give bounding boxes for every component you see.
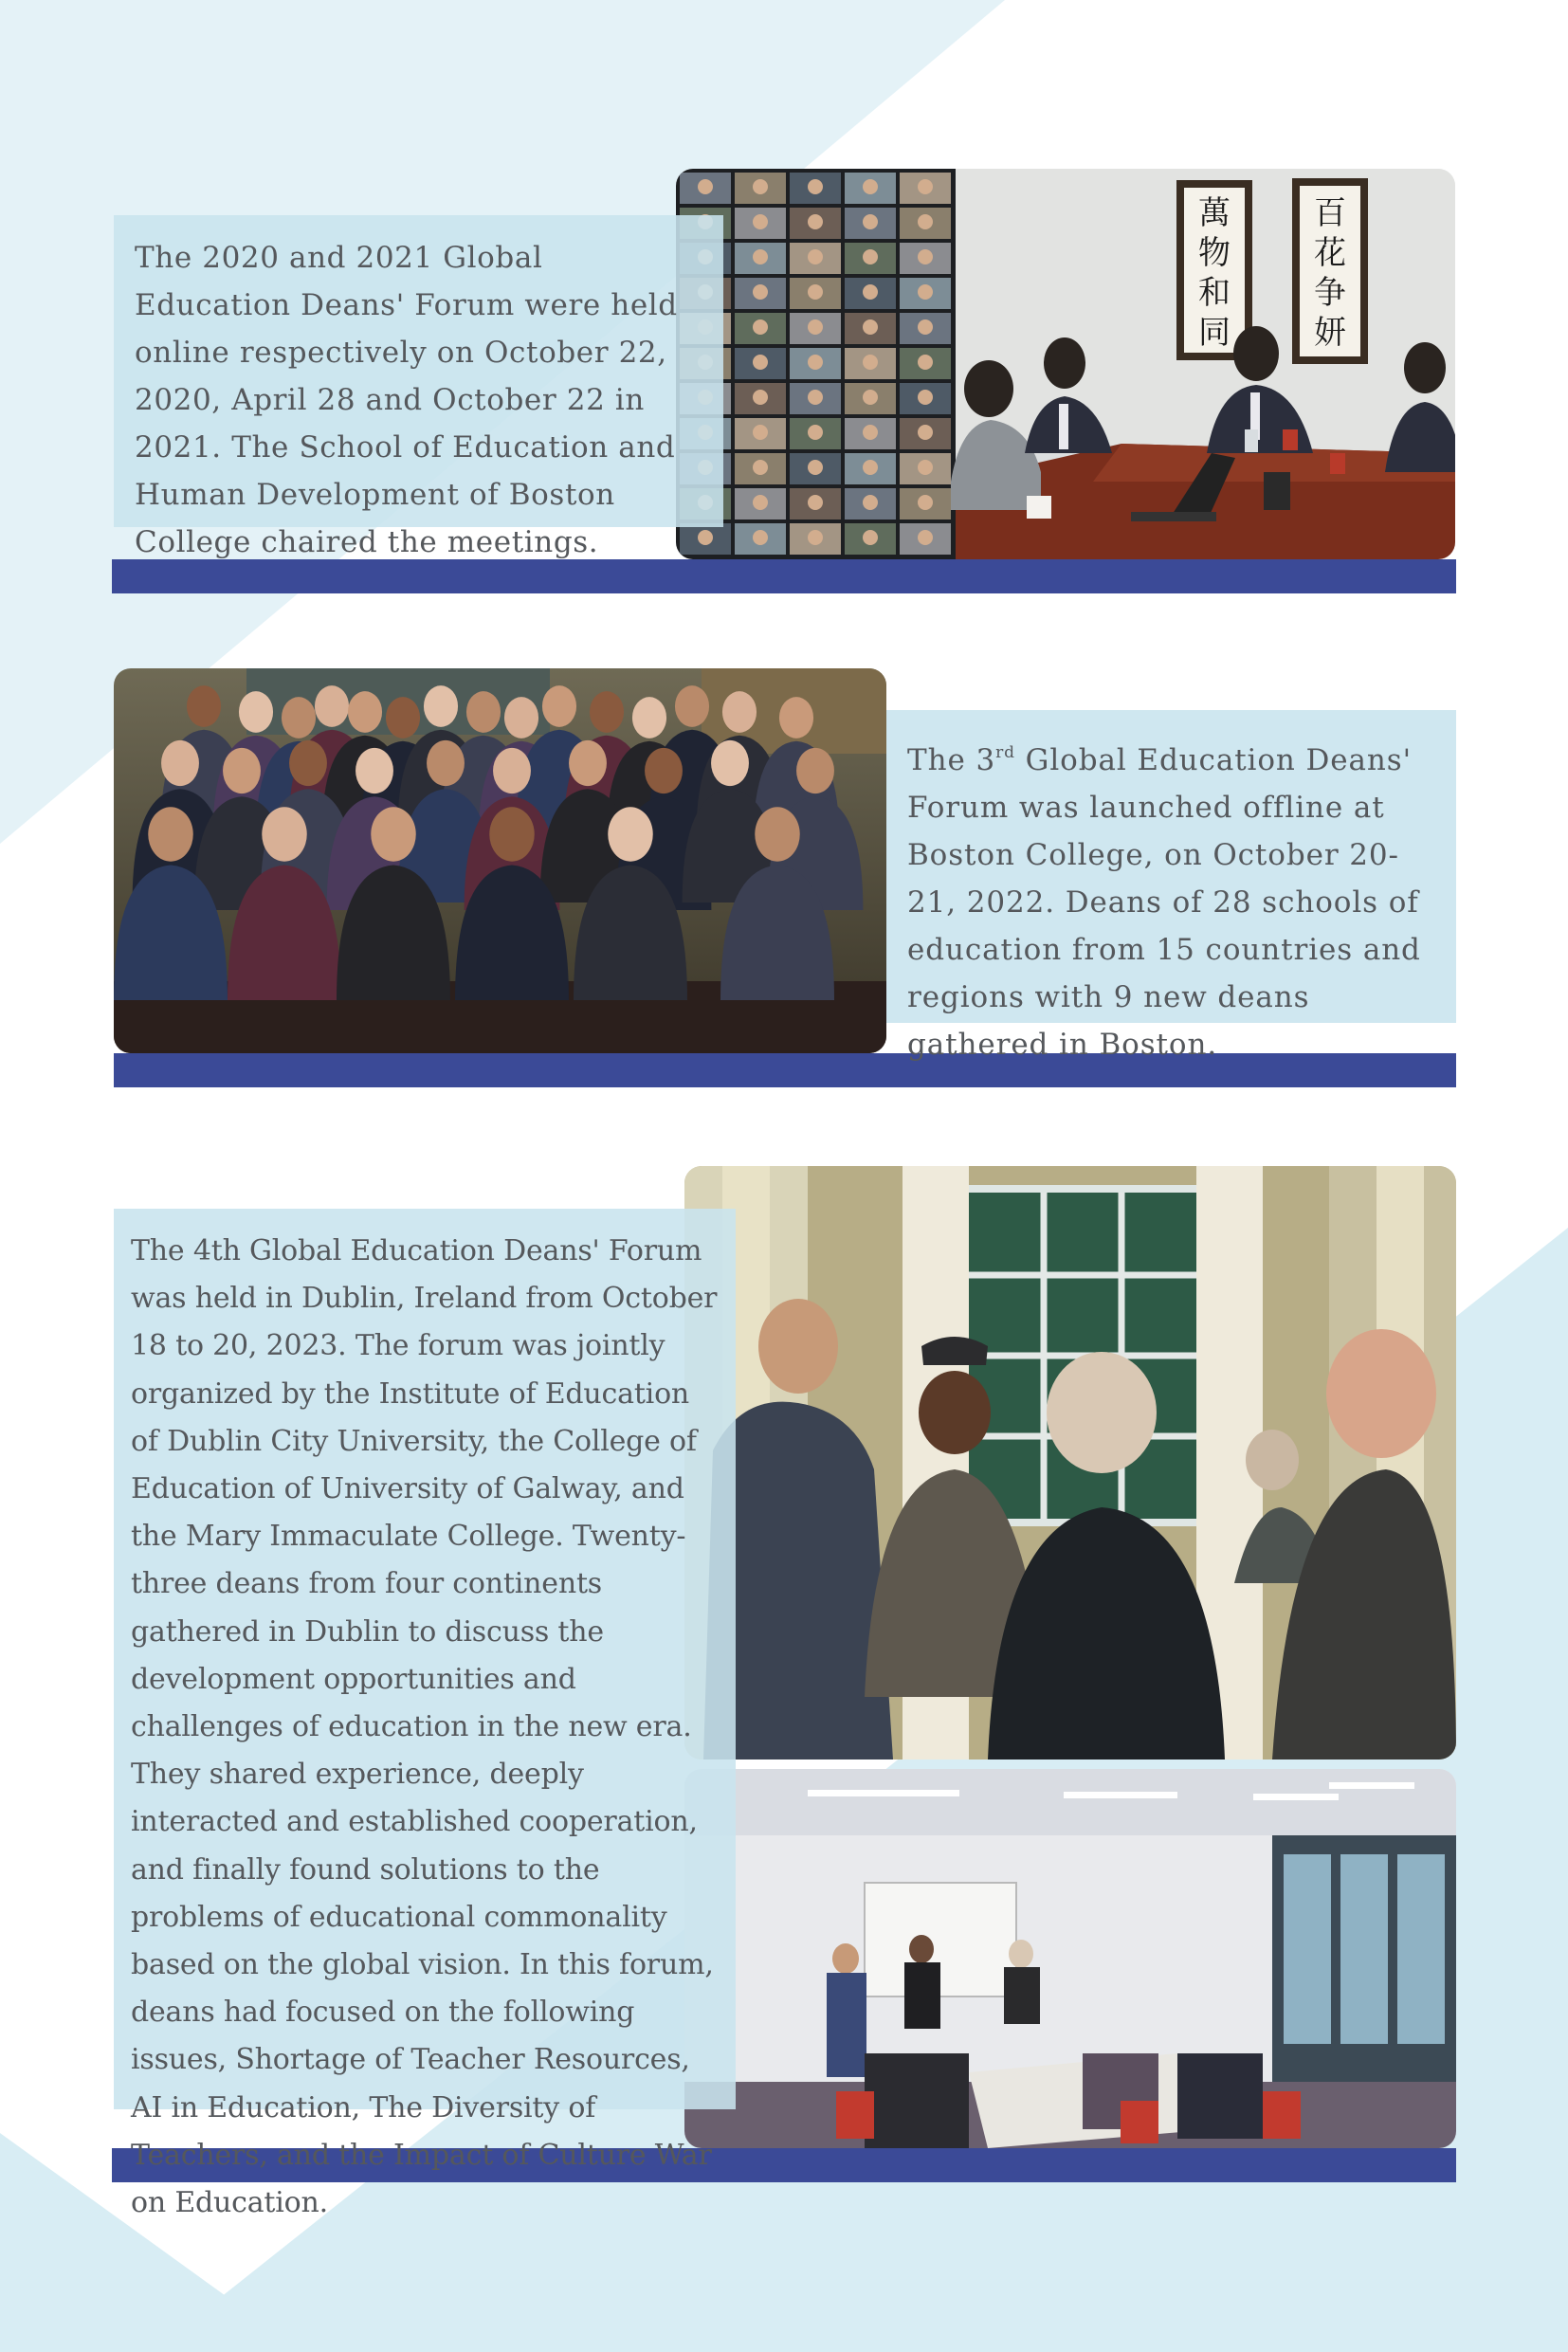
video-tile-face (753, 425, 768, 440)
video-tile-face (808, 460, 823, 475)
video-tile-face (753, 495, 768, 510)
video-tile-face (808, 390, 823, 405)
crowd-person-head (755, 807, 800, 862)
crowd-person-head (239, 691, 273, 733)
section-3-text-box (114, 1209, 736, 2220)
networking-illustration (684, 1166, 1456, 1759)
video-tile-face (863, 425, 878, 440)
crowd-person-head (504, 697, 538, 738)
crowd-person-head (371, 807, 416, 862)
video-tile-face (753, 214, 768, 229)
video-tile-face (753, 284, 768, 300)
crowd-person-head (386, 697, 420, 738)
video-tile-face (808, 249, 823, 264)
video-tile-face (918, 319, 933, 335)
crowd-person-head (348, 691, 382, 733)
video-tile-face (808, 214, 823, 229)
video-tile-face (863, 495, 878, 510)
video-tile-face (918, 214, 933, 229)
video-tile-face (808, 319, 823, 335)
crowd-person-head (608, 807, 653, 862)
video-tile-face (808, 425, 823, 440)
video-tile-face (753, 390, 768, 405)
crowd-person-head (489, 807, 535, 862)
group-photo-boston (114, 668, 886, 1053)
video-tile-face (863, 179, 878, 194)
video-tile-face (863, 390, 878, 405)
section-3-text: The 4th Global Education Deans' Forum was held in Dublin, Ireland from October 18 to 20, 2023. The forum was jointly organized by the Institute of Education of Dublin City University, the College of Education of University of Galway, and the Mary Immaculate College. Twenty-three deans from four continents gathered in Dublin to discuss the development opportunities and challenges of education in the new era. They shared experience, deeply interacted and established cooperation, and finally found solutions to the problems of educational commonality based on the global vision. In this forum, deans had focused on the following issues, Shortage of Teacher Resources, AI in Education, The Diversity of Teachers, and the Impact of Culture War on Education. (131, 1234, 718, 2220)
video-tile-face (753, 319, 768, 335)
crowd-person-head (711, 740, 749, 786)
crowd-person-head (779, 697, 813, 738)
online-meeting-photo (676, 169, 1455, 559)
video-tile-face (918, 530, 933, 545)
video-tile-face (863, 460, 878, 475)
crowd-person-head (187, 685, 221, 727)
video-tile-face (918, 425, 933, 440)
video-tile-face (808, 179, 823, 194)
dublin-networking-photo (684, 1166, 1456, 1759)
video-tile-face (753, 355, 768, 370)
video-tile-face (808, 495, 823, 510)
crowd-person-head (590, 691, 624, 733)
crowd-person-head (632, 697, 666, 738)
video-tile-face (918, 460, 933, 475)
video-tile-face (753, 460, 768, 475)
video-tile-face (863, 214, 878, 229)
video-tile-face (918, 495, 933, 510)
video-tile-face (918, 179, 933, 194)
crowd-person-head (569, 740, 607, 786)
crowd-person-head (645, 748, 683, 793)
video-tile-face (918, 284, 933, 300)
crowd-person-head (315, 685, 349, 727)
crowd-person-head (356, 748, 393, 793)
crowd-person-head (466, 691, 501, 733)
section-1-text-box (114, 215, 723, 559)
video-tile-face (863, 319, 878, 335)
video-tile-face (753, 530, 768, 545)
calligraphy-left: 萬物和同 (1198, 194, 1231, 352)
crowd-person-head (148, 807, 193, 862)
video-tile-face (863, 355, 878, 370)
video-tile-face (918, 249, 933, 264)
section-1-text: The 2020 and 2021 Global Education Deans' Forum were held online respectively on October 22, 2020, April 28 and October 22 in 2021. The School of Education and Human Development of Boston College chaired the meetings. (135, 241, 678, 559)
video-tile-face (918, 355, 933, 370)
crowd-person-head (161, 740, 199, 786)
video-tile-face (808, 530, 823, 545)
crowd-person-head (796, 748, 834, 793)
video-tile-face (863, 249, 878, 264)
crowd-person-head (282, 697, 316, 738)
video-tile-face (753, 179, 768, 194)
video-tile-face (808, 284, 823, 300)
video-tile-face (863, 284, 878, 300)
calligraphy-right: 百花争妍 (1314, 194, 1346, 352)
crowd-person-head (223, 748, 261, 793)
section-2-text: The 3rd Global Education Deans' Forum was launched offline at Boston College, on October 20-21, 2022. Deans of 28 schools of education from 15 countries and regions with 9 new deans gathered in Boston. (907, 742, 1421, 1062)
crowd-person-head (493, 748, 531, 793)
group-photo-illustration (114, 668, 886, 1053)
video-tile-face (863, 530, 878, 545)
video-tile-face (753, 249, 768, 264)
crowd-person-head (542, 685, 576, 727)
video-tile-face (918, 390, 933, 405)
crowd-person-head (675, 685, 709, 727)
section-2-text-box (886, 710, 1456, 1062)
dublin-meeting-room-photo (684, 1769, 1456, 2148)
crowd-person-head (262, 807, 307, 862)
video-tile-face (698, 179, 713, 194)
online-meeting-illustration (676, 169, 1455, 559)
crowd-person-head (289, 740, 327, 786)
crowd-person-head (427, 740, 465, 786)
crowd-person-head (722, 691, 757, 733)
meeting-room-illustration (684, 1769, 1456, 2148)
video-tile-face (808, 355, 823, 370)
crowd-person-head (424, 685, 458, 727)
